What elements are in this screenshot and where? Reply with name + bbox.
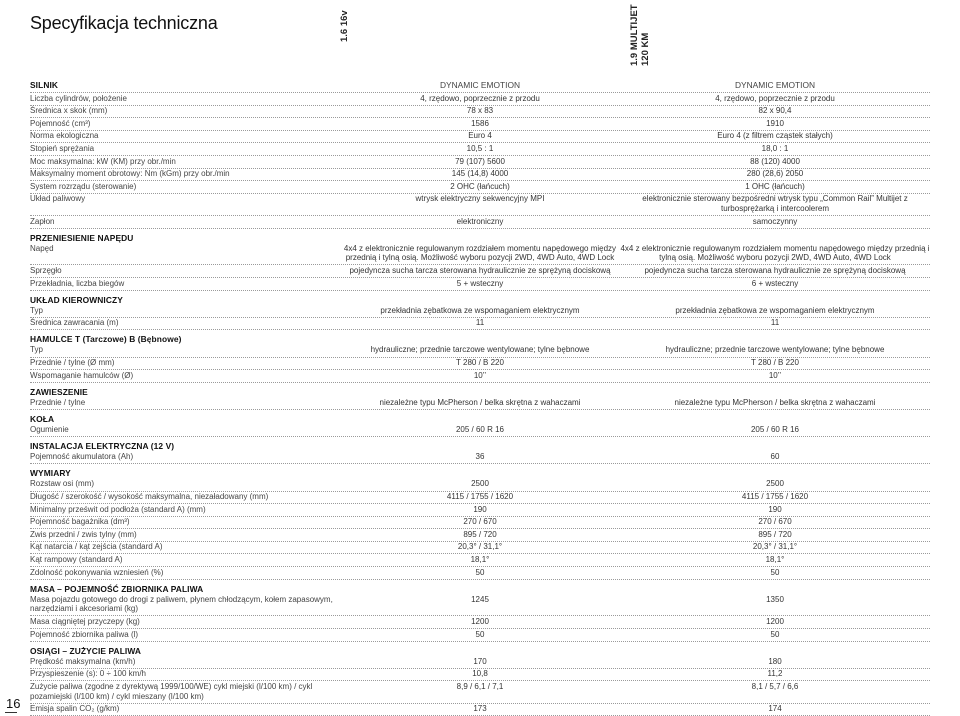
- section-header-row: [30, 383, 930, 398]
- value-1-9-multijet: DYNAMIC EMOTION: [734, 80, 816, 90]
- section-header-row: [30, 464, 930, 479]
- spec-row: [30, 452, 930, 465]
- value-1-6-16v: 36: [475, 452, 485, 462]
- spec-label: Maksymalny moment obrotowy: Nm (kGm) przy obr./min: [30, 169, 230, 179]
- section-title: SILNIK: [30, 80, 59, 90]
- value-1-9-multijet: 60: [770, 452, 780, 462]
- spec-label: Liczba cylindrów, położenie: [30, 93, 127, 103]
- value-1-6-16v: niezależne typu McPherson / belka skrętna z wahaczami: [379, 397, 581, 407]
- spec-label: Zdolność pokonywania wzniesień (%): [30, 567, 164, 577]
- value-1-9-multijet: 4x4 z elektronicznie regulowanym rozdziałem momentu napędowego między przednią i tylną osią. Możliwość wyboru pozycji 2WD, 4WD Auto, 4WD Lock: [620, 243, 930, 263]
- spec-row: [30, 181, 930, 194]
- value-1-9-multijet: 82 x 90,4: [758, 106, 792, 116]
- value-1-9-multijet: 4115 / 1755 / 1620: [741, 492, 809, 501]
- spec-row: [30, 243, 930, 265]
- value-1-6-16v: 11: [475, 318, 485, 328]
- spec-label: Układ paliwowy: [30, 194, 86, 204]
- section-title: ZAWIESZENIE: [30, 386, 88, 397]
- value-1-9-multijet: elektronicznie sterowany bezpośredni wtrysk typu „Common Rail” Multijet z turbosprężarką i intercoolerem: [642, 194, 908, 213]
- section-header-row: [30, 330, 930, 345]
- value-1-9-multijet: 270 / 670: [758, 517, 792, 527]
- value-1-6-16v: 2 OHC (łańcuch): [450, 181, 510, 191]
- spec-row: [30, 265, 930, 278]
- value-1-6-16v: 895 / 720: [463, 529, 497, 539]
- spec-row: [30, 542, 930, 555]
- section-title: OSIĄGI – ZUŻYCIE PALIWA: [30, 645, 142, 656]
- section-header-row: [30, 642, 930, 657]
- spec-row: [30, 517, 930, 530]
- value-1-9-multijet: samoczynny: [752, 216, 798, 226]
- column-header-1-9-multijet: [629, 4, 651, 66]
- spec-row: [30, 118, 930, 131]
- value-1-6-16v: 50: [475, 629, 485, 639]
- spec-row: [30, 318, 930, 331]
- spec-label: Przednie / tylne (Ø mm): [30, 358, 115, 368]
- page-title: Specyfikacja techniczna: [30, 13, 218, 34]
- value-1-9-multijet: 10’’: [768, 370, 782, 380]
- spec-row: [30, 704, 930, 716]
- value-1-9-multijet: 8,1 / 5,7 / 6,6: [751, 681, 799, 691]
- value-1-6-16v: 79 (107) 5600: [455, 156, 505, 166]
- section-title: UKŁAD KIEROWNICZY: [30, 294, 123, 305]
- spec-label: Średnica zawracania (m): [30, 318, 119, 328]
- spec-row: [30, 358, 930, 371]
- value-1-9-multijet: 50: [770, 629, 780, 639]
- spec-label: Sprzęgło: [30, 265, 62, 275]
- spec-row: [30, 492, 930, 505]
- value-1-6-16v: 4115 / 1755 / 1620: [446, 492, 514, 501]
- spec-row: [30, 106, 930, 119]
- spec-label: Kąt rampowy (standard A): [30, 554, 123, 564]
- spec-label: System rozrządu (sterowanie): [30, 181, 137, 191]
- spec-label: Przyspieszenie (s): 0 ÷ 100 km/h: [30, 669, 146, 679]
- spec-label: Masa ciągniętej przyczepy (kg): [30, 616, 140, 626]
- spec-row: [30, 370, 930, 383]
- value-1-6-16v: 4, rzędowo, poprzecznie z przodu: [420, 93, 540, 103]
- spec-label: Kąt natarcia / kąt zejścia (standard A): [30, 542, 163, 552]
- column-header-label: 120 KM: [640, 32, 651, 66]
- spec-row: [30, 131, 930, 144]
- value-1-6-16v: 4x4 z elektronicznie regulowanym rozdziałem momentu napędowego między przednią i tylną osią. Możliwość wyboru pozycji 2WD, 4WD Auto, 4WD Lock: [343, 243, 617, 263]
- spec-label: Przekładnia, liczba biegów: [30, 278, 125, 288]
- section-header-row: [30, 76, 930, 93]
- spec-label: Emisja spalin CO₂ (g/km): [30, 704, 120, 714]
- value-1-9-multijet: 180: [768, 656, 782, 666]
- spec-row: [30, 143, 930, 156]
- spec-label: Ogumienie: [30, 425, 69, 435]
- value-1-9-multijet: 50: [770, 567, 780, 577]
- spec-row: [30, 169, 930, 182]
- value-1-9-multijet: 6 + wsteczny: [751, 278, 799, 288]
- value-1-6-16v: Euro 4: [468, 131, 492, 141]
- value-1-9-multijet: pojedyncza sucha tarcza sterowana hydraulicznie ze sprężyną dociskową: [644, 265, 906, 275]
- value-1-6-16v: 1245: [471, 594, 489, 604]
- value-1-9-multijet: 1200: [766, 616, 784, 626]
- value-1-9-multijet: 4, rzędowo, poprzecznie z przodu: [715, 93, 835, 103]
- page-number: 16: [6, 696, 21, 711]
- spec-label: Przednie / tylne: [30, 397, 86, 407]
- section-header-row: [30, 580, 930, 595]
- section-title: MASA – POJEMNOŚĆ ZBIORNIKA PALIWA: [30, 583, 204, 594]
- value-1-6-16v: 20,3° / 31,1°: [457, 542, 503, 552]
- value-1-9-multijet: hydrauliczne; przednie tarczowe wentylowane; tylne bębnowe: [665, 345, 885, 355]
- value-1-9-multijet: przekładnia zębatkowa ze wspomaganiem elektrycznym: [675, 305, 875, 315]
- spec-label: Zwis przedni / zwis tylny (mm): [30, 529, 137, 539]
- value-1-6-16v: 190: [473, 504, 487, 514]
- spec-label: Masa pojazdu gotowego do drogi z paliwem, płynem chłodzącym, kołem zapasowym, narzędziami i akcesoriami (kg): [30, 594, 333, 614]
- value-1-6-16v: przekładnia zębatkowa ze wspomaganiem elektrycznym: [380, 305, 580, 315]
- spec-row: [30, 93, 930, 106]
- value-1-9-multijet: 205 / 60 R 16: [750, 425, 800, 435]
- spec-label: Wspomaganie hamulców (Ø): [30, 370, 134, 380]
- value-1-9-multijet: 18,1°: [765, 554, 785, 564]
- spec-row: [30, 629, 930, 642]
- spec-label: Minimalny prześwit od podłoża (standard A) (mm): [30, 504, 206, 514]
- spec-row: [30, 504, 930, 517]
- spec-label: Prędkość maksymalna (km/h): [30, 656, 136, 666]
- spec-label: Norma ekologiczna: [30, 131, 99, 141]
- value-1-9-multijet: 1 OHC (łańcuch): [745, 181, 805, 191]
- section-header-row: [30, 291, 930, 306]
- value-1-6-16v: 8,9 / 6,1 / 7,1: [456, 681, 504, 691]
- spec-label: Pojemność bagażnika (dm³): [30, 517, 130, 527]
- value-1-9-multijet: 1350: [766, 594, 784, 604]
- value-1-6-16v: 205 / 60 R 16: [455, 425, 505, 435]
- spec-label: Typ: [30, 345, 43, 355]
- value-1-9-multijet: 190: [768, 504, 782, 514]
- value-1-6-16v: 1200: [471, 616, 489, 626]
- spec-row: [30, 397, 930, 410]
- section-title: KOŁA: [30, 413, 55, 424]
- value-1-9-multijet: T 280 / B 220: [751, 358, 799, 368]
- spec-row: [30, 479, 930, 492]
- spec-label: Zapłon: [30, 216, 55, 226]
- spec-label: Rozstaw osi (mm): [30, 479, 95, 489]
- column-header-label: 1.6 16v: [339, 10, 350, 42]
- spec-row: [30, 156, 930, 169]
- spec-row: [30, 345, 930, 358]
- value-1-9-multijet: 88 (120) 4000: [750, 156, 800, 166]
- value-1-9-multijet: 20,3° / 31,1°: [752, 542, 798, 552]
- section-title: HAMULCE T (Tarczowe) B (Bębnowe): [30, 334, 182, 345]
- spec-row: [30, 669, 930, 682]
- spec-label: Długość / szerokość / wysokość maksymalna, niezaładowany (mm): [30, 492, 269, 501]
- value-1-6-16v: 18,1°: [470, 554, 490, 564]
- section-title: WYMIARY: [30, 468, 71, 479]
- value-1-9-multijet: 11,2: [767, 669, 783, 679]
- column-header-label: 1.9 MULTIJET: [629, 4, 640, 66]
- spec-row: [30, 425, 930, 438]
- spec-label: Stopień sprężania: [30, 143, 95, 153]
- spec-row: [30, 656, 930, 669]
- value-1-6-16v: 173: [473, 704, 487, 714]
- spec-label: Średnica x skok (mm): [30, 106, 108, 116]
- value-1-6-16v: 145 (14,8) 4000: [451, 169, 509, 179]
- section-header-row: [30, 410, 930, 425]
- value-1-6-16v: wtrysk elektryczny sekwencyjny MPI: [415, 194, 545, 204]
- spec-label: Pojemność zbiornika paliwa (l): [30, 629, 139, 639]
- spec-row: [30, 594, 930, 616]
- value-1-6-16v: 50: [475, 567, 485, 577]
- value-1-9-multijet: 1910: [766, 118, 784, 128]
- value-1-9-multijet: 18,0 : 1: [761, 143, 789, 153]
- value-1-6-16v: 270 / 670: [463, 517, 497, 527]
- value-1-9-multijet: 2500: [766, 479, 784, 489]
- value-1-6-16v: 10,8: [472, 669, 488, 679]
- spec-row: [30, 216, 930, 229]
- value-1-6-16v: T 280 / B 220: [456, 358, 504, 368]
- spec-row: [30, 278, 930, 291]
- value-1-9-multijet: 895 / 720: [758, 529, 792, 539]
- spec-label: Pojemność (cm³): [30, 118, 91, 128]
- spec-label: Zużycie paliwa (zgodne z dyrektywą 1999/100/WE) cykl miejski (l/100 km) / cykl pozamiejski (l/100 km) / cykl mieszany (l/100 km): [30, 681, 313, 701]
- spec-label: Napęd: [30, 243, 54, 253]
- value-1-6-16v: 78 x 83: [466, 106, 494, 116]
- section-header-row: [30, 229, 930, 244]
- spec-row: [30, 616, 930, 629]
- spec-label: Moc maksymalna: kW (KM) przy obr./min: [30, 156, 176, 166]
- spec-row: [30, 554, 930, 567]
- value-1-9-multijet: niezależne typu McPherson / belka skrętna z wahaczami: [674, 397, 876, 407]
- value-1-6-16v: 1586: [471, 118, 489, 128]
- column-header-1-6-16v: [339, 10, 350, 42]
- value-1-6-16v: 170: [473, 656, 487, 666]
- value-1-9-multijet: Euro 4 (z filtrem cząstek stałych): [717, 131, 833, 141]
- value-1-9-multijet: 174: [768, 704, 782, 714]
- spec-label: Pojemność akumulatora (Ah): [30, 452, 134, 462]
- value-1-6-16v: hydrauliczne; przednie tarczowe wentylowane; tylne bębnowe: [370, 345, 590, 355]
- spec-label: Typ: [30, 305, 43, 315]
- spec-table: [30, 76, 930, 716]
- spec-row: [30, 681, 930, 703]
- spec-row: [30, 305, 930, 318]
- section-title: PRZENIESIENIE NAPĘDU: [30, 232, 134, 243]
- value-1-9-multijet: 280 (28,6) 2050: [746, 169, 804, 179]
- value-1-6-16v: 10’’: [473, 370, 487, 380]
- value-1-6-16v: elektroniczny: [456, 216, 504, 226]
- value-1-6-16v: 10,5 : 1: [466, 143, 494, 153]
- section-header-row: [30, 437, 930, 452]
- spec-row: [30, 567, 930, 580]
- spec-row: [30, 194, 930, 216]
- section-title: INSTALACJA ELEKTRYCZNA (12 V): [30, 441, 175, 452]
- value-1-6-16v: DYNAMIC EMOTION: [439, 80, 521, 90]
- spec-row: [30, 529, 930, 542]
- value-1-9-multijet: 11: [770, 318, 780, 328]
- value-1-6-16v: 2500: [471, 479, 489, 489]
- value-1-6-16v: pojedyncza sucha tarcza sterowana hydraulicznie ze sprężyną dociskową: [349, 265, 611, 275]
- value-1-6-16v: 5 + wsteczny: [456, 278, 504, 288]
